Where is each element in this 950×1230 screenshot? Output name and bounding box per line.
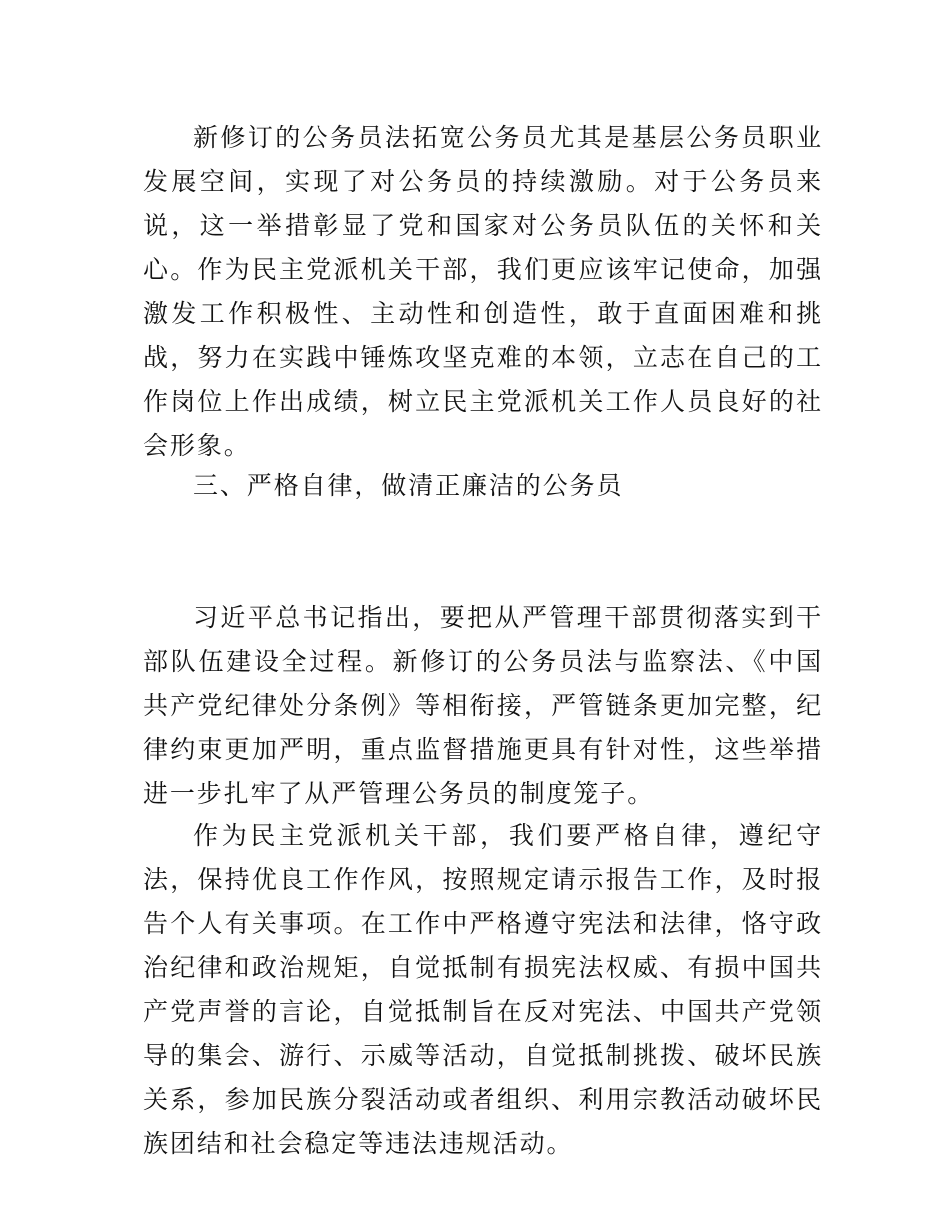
body-paragraph-1: 新修订的公务员法拓宽公务员尤其是基层公务员职业发展空间，实现了对公务员的持续激励。对于公务员来说，这一举措彰显了党和国家对公务员队伍的关怀和关心。作为民主党派机关干部，我们更应该牢记使命，加强激发工作积极性、主动性和创造性，敢于直面困难和挑战，努力在实践中锤炼攻坚克难的本领，立志在自己的工作岗位上作出成绩，树立民主党派机关工作人员良好的社会形象。 xyxy=(143,123,823,460)
section-heading: 三、严格自律，做清正廉洁的公务员 xyxy=(193,471,624,500)
body-paragraph-3: 作为民主党派机关干部，我们要严格自律，遵纪守法，保持优良工作作风，按照规定请示报告工作，及时报告个人有关事项。在工作中严格遵守宪法和法律，恪守政治纪律和政治规矩，自觉抵制有损宪法权威、有损中国共产党声誉的言论，自觉抵制旨在反对宪法、中国共产党领导的集会、游行、示威等活动，自觉抵制挑拨、破坏民族关系，参加民族分裂活动或者组织、利用宗教活动破坏民族团结和社会稳定等违法违规活动。 xyxy=(143,821,823,1158)
body-paragraph-2: 习近平总书记指出，要把从严管理干部贯彻落实到干部队伍建设全过程。新修订的公务员法与监察法、《中国共产党纪律处分条例》等相衔接，严管链条更加完整，纪律约束更加严明，重点监督措施更具有针对性，这些举措进一步扎牢了从严管理公务员的制度笼子。 xyxy=(143,603,823,808)
